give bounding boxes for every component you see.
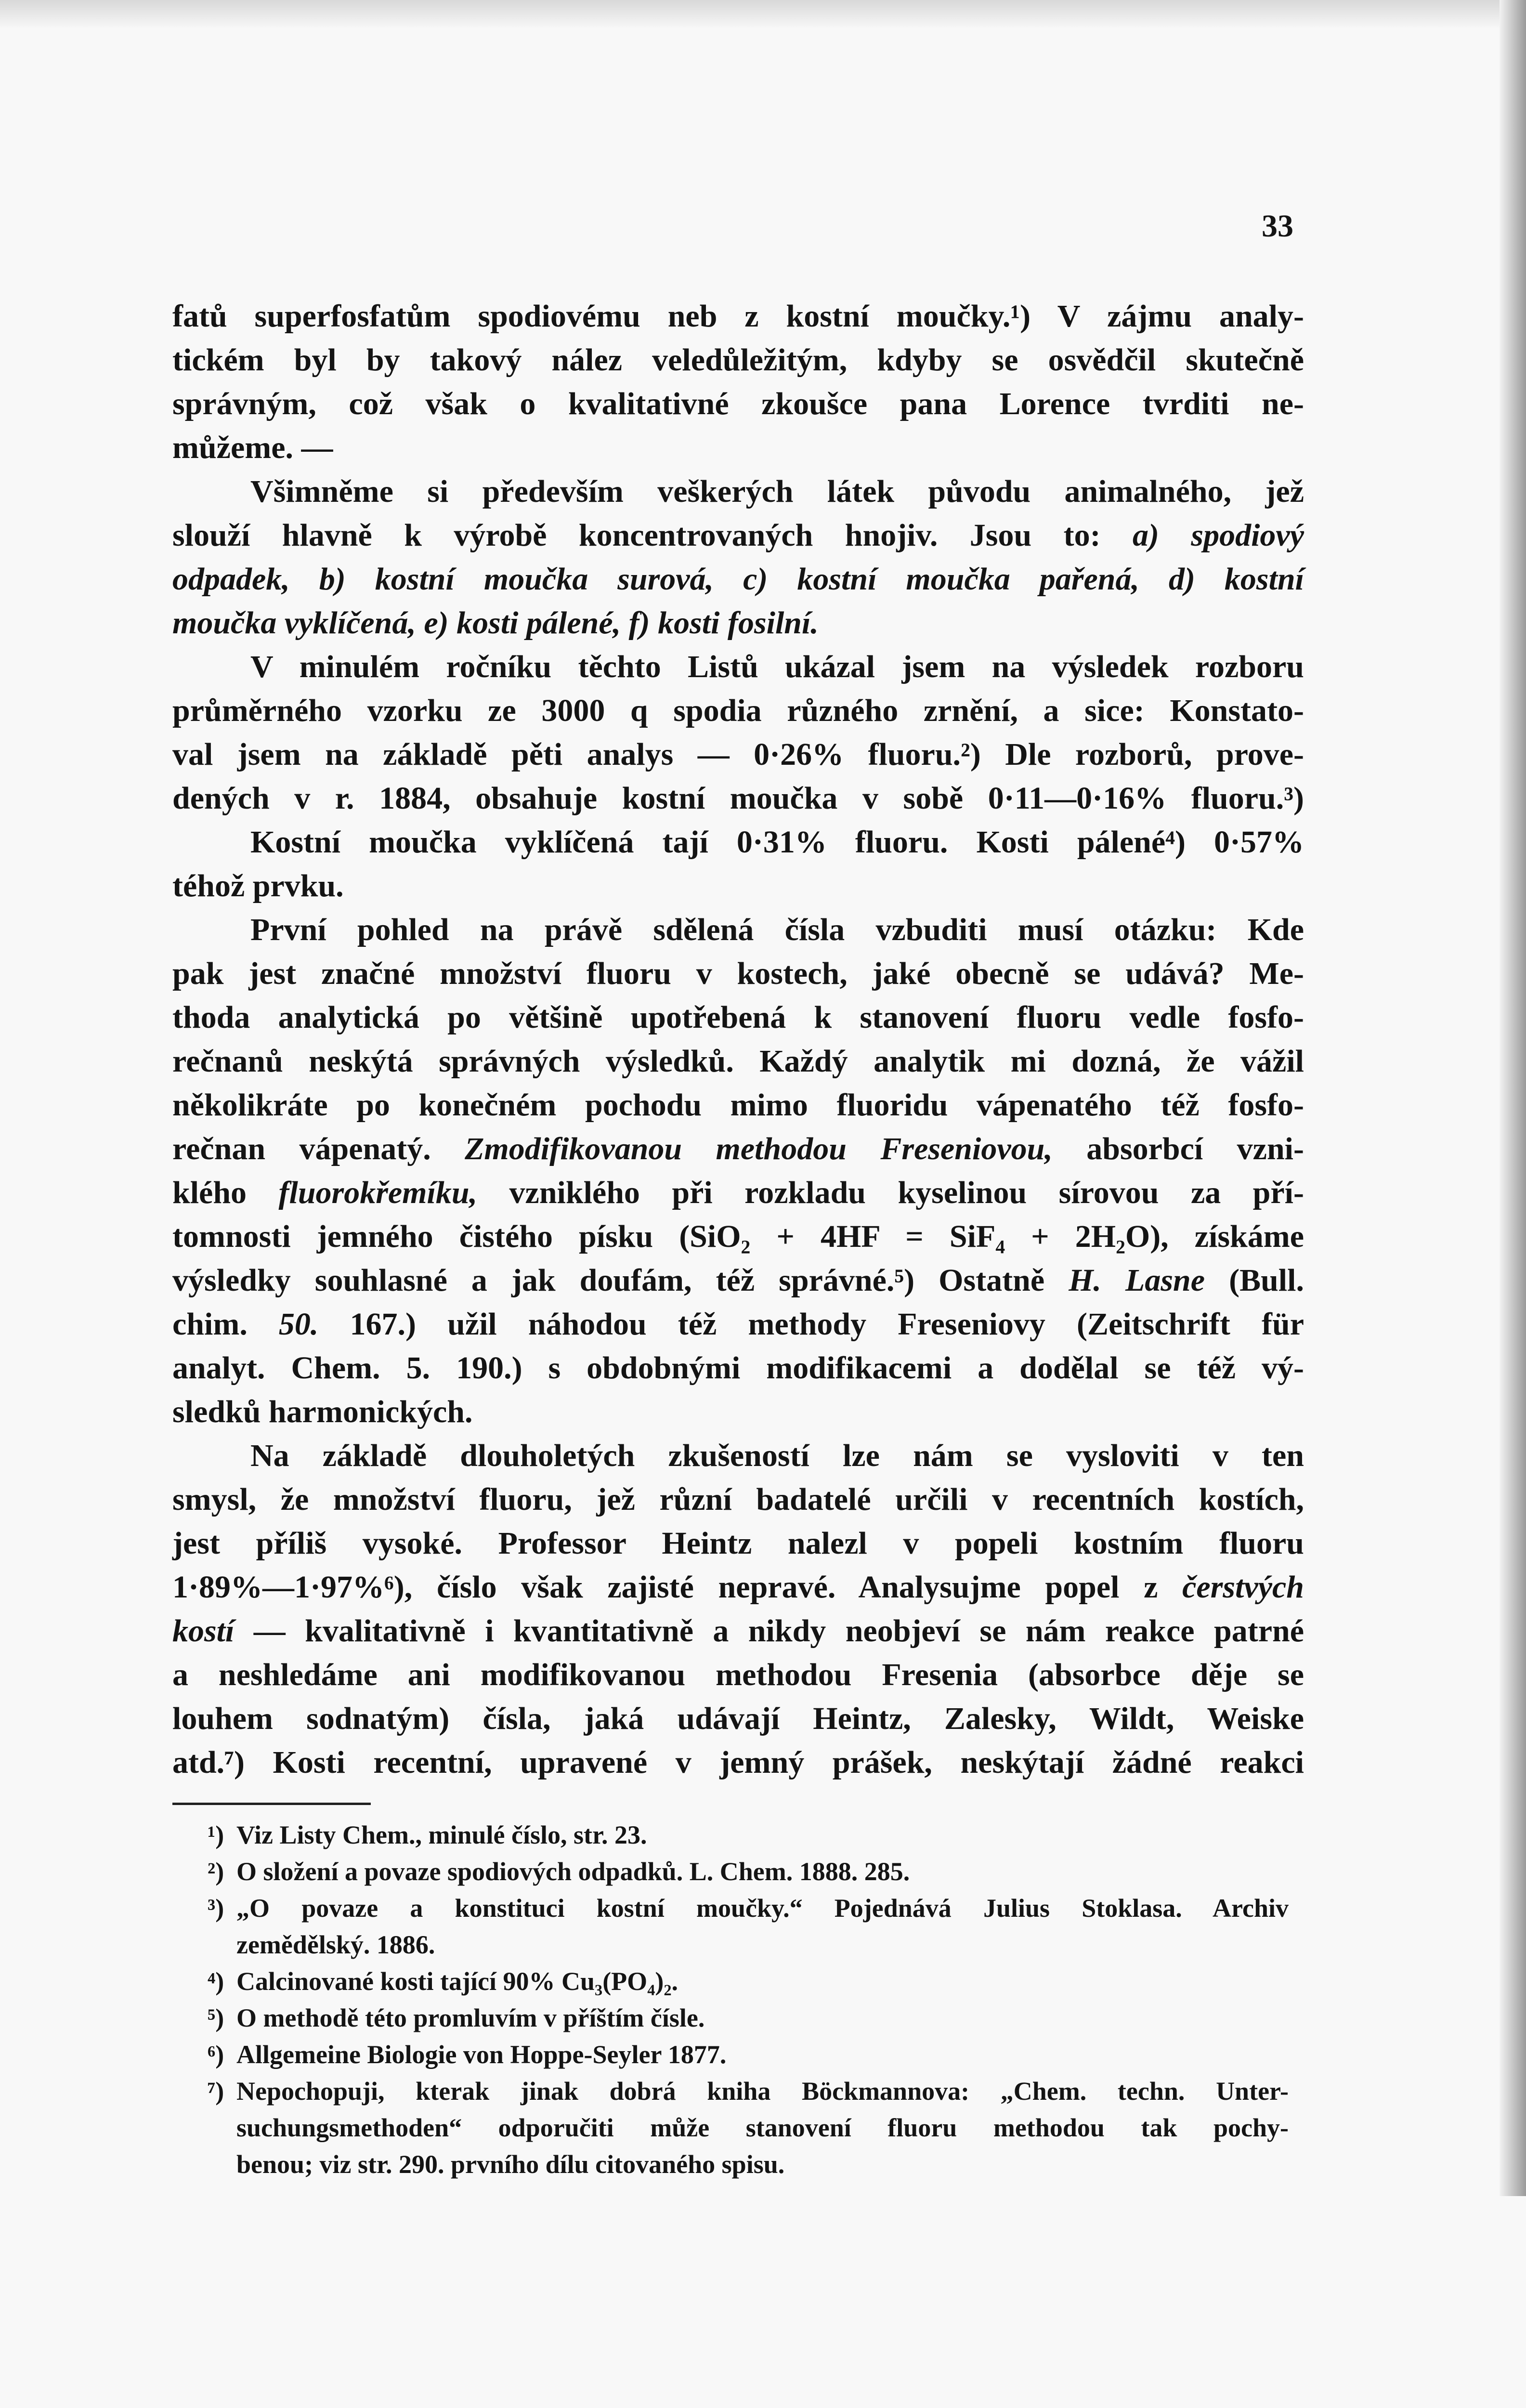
footnote-line xyxy=(208,1853,1289,1890)
text-segment: smysl, že množství fluoru, jež různí badatelé určili v recentních kostích, xyxy=(172,1482,1304,1517)
text-line xyxy=(172,426,1304,470)
italic-text: odpadek, b) kostní moučka surová, c) kostní moučka pařená, d) kostní xyxy=(172,562,1304,597)
text-segment: průměrného vzorku ze 3000 q spodia různého zrnění, a sice: Konstato- xyxy=(172,693,1304,728)
text-line xyxy=(172,557,1304,601)
footnote-line xyxy=(208,2000,1289,2036)
footnote-line xyxy=(236,2109,1289,2146)
text-segment: První pohled na právě sdělená čísla vzbuditi musí otázku: Kde xyxy=(250,912,1304,947)
footnote-marker: ⁶) xyxy=(208,2040,224,2069)
italic-text: a) spodiový xyxy=(1132,518,1304,553)
text-line xyxy=(172,513,1304,557)
footnote-separator xyxy=(172,1803,371,1805)
text-line xyxy=(172,338,1304,382)
text-segment: Kostní moučka vyklíčená tají 0·31% fluoru. Kosti pálené⁴) 0·57% xyxy=(250,824,1304,860)
text-segment: několikráte po konečném pochodu mimo fluoridu vápenatého též fosfo- xyxy=(172,1087,1304,1123)
text-line xyxy=(172,1478,1304,1521)
text-line xyxy=(172,1697,1304,1741)
italic-text: fluorokřemíku, xyxy=(278,1175,478,1210)
text-line xyxy=(172,995,1304,1039)
footnote-line xyxy=(236,2146,1289,2183)
text-segment: analyt. Chem. 5. 190.) s obdobnými modifikacemi a dodělal se též vý- xyxy=(172,1350,1304,1386)
text-line xyxy=(172,1215,1304,1258)
text-segment: klého xyxy=(172,1175,279,1210)
text-segment: louhem sodnatým) čísla, jaká udávají Heintz, Zalesky, Wildt, Weiske xyxy=(172,1701,1304,1736)
text-segment: správným, což však o kvalitativné zkoušce pana Lorence tvrditi ne- xyxy=(172,386,1304,421)
text-line xyxy=(172,1390,1304,1434)
text-line xyxy=(172,1609,1304,1653)
text-segment: 1·89%—1·97%⁶), číslo však zajisté nepravé. Analysujme popel z xyxy=(172,1570,1183,1605)
scan-edge-top xyxy=(0,0,1526,29)
footnote-marker: ⁵) xyxy=(208,2003,224,2032)
footnote-marker: ⁷) xyxy=(208,2077,224,2106)
italic-text: kostí xyxy=(172,1613,235,1649)
text-segment: rečnanů neskýtá správných výsledků. Každý analytik mi dozná, že vážil xyxy=(172,1044,1304,1079)
text-segment: a neshledáme ani modifikovanou methodou Fresenia (absorbce děje se xyxy=(172,1657,1304,1692)
text-line xyxy=(172,1653,1304,1697)
text-line xyxy=(172,776,1304,820)
footnote-marker: ⁴) xyxy=(208,1967,224,1996)
italic-text: moučka vyklíčená, e) kosti pálené, f) kosti fosilní. xyxy=(172,605,819,641)
text-segment: dených v r. 1884, obsahuje kostní moučka v sobě 0·11—0·16% fluoru.³) xyxy=(172,781,1304,816)
text-segment: výsledky souhlasné a jak doufám, též správné.⁵) Ostatně xyxy=(172,1263,1069,1298)
text-segment: pak jest značné množství fluoru v kostech, jaké obecně se udává? Me- xyxy=(172,956,1304,991)
text-segment: tickém byl by takový nález veledůležitým, kdyby se osvědčil skutečně xyxy=(172,342,1304,378)
footnote-text: Viz Listy Chem., minulé číslo, str. 23. xyxy=(236,1820,647,1849)
footnote-text: benou; viz str. 290. prvního dílu citovaného spisu. xyxy=(236,2150,785,2179)
italic-text: Zmodifikovanou methodou Freseniovou, xyxy=(465,1131,1053,1166)
footnote-marker: ²) xyxy=(208,1857,224,1886)
text-line xyxy=(172,689,1304,733)
text-line xyxy=(250,645,1304,689)
italic-text: H. Lasne xyxy=(1069,1263,1205,1298)
text-line xyxy=(172,1083,1304,1127)
footnote-line xyxy=(208,1963,1289,2000)
text-segment: thoda analytická po většině upotřebená k stanovení fluoru vedle fosfo- xyxy=(172,1000,1304,1035)
footnote-text: O methodě této promluvím v příštím čísle. xyxy=(236,2003,705,2032)
text-segment: absorbcí vzni- xyxy=(1052,1131,1304,1166)
text-line xyxy=(172,1258,1304,1302)
footnote-marker: ¹) xyxy=(208,1820,224,1849)
text-segment: chim. xyxy=(172,1307,279,1342)
text-segment: atd.⁷) Kosti recentní, upravené v jemný prášek, neskýtají žádné reakci xyxy=(172,1745,1304,1780)
text-segment: vzniklého při rozkladu kyselinou sírovou za pří- xyxy=(477,1175,1304,1210)
text-line xyxy=(250,820,1304,864)
text-segment: (Bull. xyxy=(1205,1263,1304,1298)
text-line xyxy=(172,1171,1304,1215)
text-line xyxy=(172,1521,1304,1565)
text-line xyxy=(172,1346,1304,1390)
text-line xyxy=(172,601,1304,645)
text-segment: jest příliš vysoké. Professor Heintz nalezl v popeli kostním fluoru xyxy=(172,1526,1304,1561)
text-segment: — kvalitativně i kvantitativně a nikdy neobjeví se nám reakce patrné xyxy=(234,1613,1304,1649)
footnote-text: Allgemeine Biologie von Hoppe-Seyler 1877. xyxy=(236,2040,727,2069)
text-line xyxy=(172,1741,1304,1784)
footnote-text: Calcinované kosti tající 90% Cu₃(PO₄)₂. xyxy=(236,1967,678,1996)
footnote-line xyxy=(208,2036,1289,2073)
footnote-marker: ³) xyxy=(208,1894,224,1923)
footnote-line xyxy=(208,1890,1289,1926)
footnote-line xyxy=(236,1926,1289,1963)
italic-text: 50. xyxy=(278,1307,319,1342)
footnote-line xyxy=(208,1817,1289,1853)
scan-edge-right xyxy=(1500,0,1526,2196)
text-segment: slouží hlavně k výrobě koncentrovaných hnojiv. Jsou to: xyxy=(172,518,1133,553)
text-segment: můžeme. — xyxy=(172,430,333,465)
text-segment: Všimněme si především veškerých látek původu animalného, jež xyxy=(250,474,1304,509)
text-segment: rečnan vápenatý. xyxy=(172,1131,465,1166)
text-segment: fatů superfosfatům spodiovému neb z kostní moučky.¹) V zájmu analy- xyxy=(172,299,1304,334)
footnote-line xyxy=(208,2073,1289,2109)
text-line xyxy=(172,864,1304,908)
text-line xyxy=(172,1565,1304,1609)
footnote-text: suchungsmethoden“ odporučiti může stanovení fluoru methodou tak pochy- xyxy=(236,2113,1289,2142)
text-line xyxy=(250,1434,1304,1478)
footnote-text: „O povaze a konstituci kostní moučky.“ Pojednává Julius Stoklasa. Archiv xyxy=(236,1894,1289,1923)
text-segment: téhož prvku. xyxy=(172,868,344,903)
text-line xyxy=(172,1039,1304,1083)
text-segment: sledků harmonických. xyxy=(172,1394,473,1429)
text-line xyxy=(172,1302,1304,1346)
italic-text: čerstvých xyxy=(1182,1570,1304,1605)
text-segment: Na základě dlouholetých zkušeností lze nám se vysloviti v ten xyxy=(250,1438,1304,1473)
text-line xyxy=(250,470,1304,513)
footnote-text: Nepochopuji, kterak jinak dobrá kniha Böckmannova: „Chem. techn. Unter- xyxy=(236,2077,1289,2106)
text-segment: tomnosti jemného čistého písku (SiO₂ + 4HF = SiF₄ + 2H₂O), získáme xyxy=(172,1219,1304,1254)
text-segment: 167.) užil náhodou též methody Freseniovy (Zeitschrift für xyxy=(318,1307,1304,1342)
text-line xyxy=(172,1127,1304,1171)
text-line xyxy=(172,294,1304,338)
text-line xyxy=(172,733,1304,776)
text-line xyxy=(172,382,1304,426)
text-line xyxy=(250,908,1304,952)
text-line xyxy=(172,952,1304,995)
footnote-text: zemědělský. 1886. xyxy=(236,1930,435,1959)
page-number: 33 xyxy=(1262,209,1293,244)
text-segment: val jsem na základě pěti analys — 0·26% fluoru.²) Dle rozborů, prove- xyxy=(172,737,1304,772)
text-segment: V minulém ročníku těchto Listů ukázal jsem na výsledek rozboru xyxy=(250,649,1304,684)
footnote-text: O složení a povaze spodiových odpadků. L. Chem. 1888. 285. xyxy=(236,1857,910,1886)
